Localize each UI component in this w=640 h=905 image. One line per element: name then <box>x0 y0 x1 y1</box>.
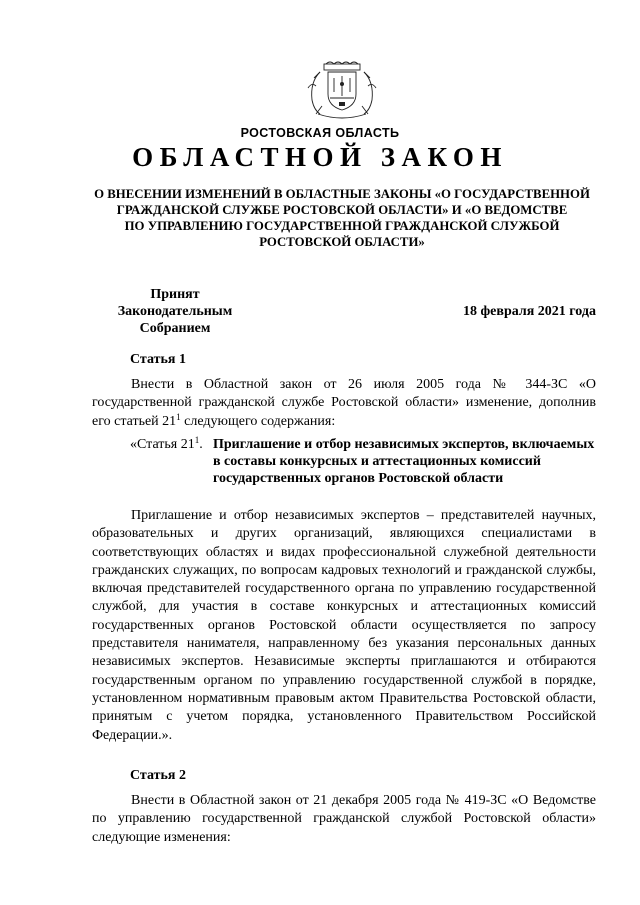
article-1-heading: Статья 1 <box>130 352 186 367</box>
document-title: ОБЛАСТНОЙ ЗАКОН <box>132 142 508 172</box>
article-21-1-title <box>130 436 600 487</box>
subject-line: ПО УПРАВЛЕНИЮ ГОСУДАРСТВЕННОЙ ГРАЖДАНСКОЙ СЛУЖБОЙ <box>124 219 560 233</box>
coat-of-arms-emblem <box>300 58 384 122</box>
quote-lead-text: «Статья 21 <box>130 437 195 452</box>
adoption-date: 18 февраля 2021 года <box>463 304 596 319</box>
quote-lead <box>130 436 203 453</box>
superscript: 1 <box>194 435 200 445</box>
subject-line: РОСТОВСКОЙ ОБЛАСТИ» <box>259 235 425 249</box>
article-1-intro-end: следующего содержания: <box>180 413 336 429</box>
article-21-1-body: Приглашение и отбор независимых экспертов – представителей научных, образовательных и других организаций, являющихся специалистами в соответствующих областях и видах профессиональной служебной деятельности гражданских служащих, по вопросам кадровых технологий и гражданской службы, включая представителей государственного органа по управлению государственной службой, для участия в составе конкурсных и аттестационных комиссий государственных органов Ростовской области осуществляется по запросу представителя нанимателя, направленному без указания персональных данных независимых экспертов. Независимые эксперты приглашаются и отбираются государственным органом по управлению государственной службой в порядке, установленном нормативным правовым актом Правительства Ростовской области, принятым с учетом порядка, установленного Правительством Российской Федерации.». <box>92 508 596 743</box>
law-subject <box>80 186 604 250</box>
subject-line: О ВНЕСЕНИИ ИЗМЕНЕНИЙ В ОБЛАСТНЫЕ ЗАКОНЫ «О ГОСУДАРСТВЕННОЙ <box>94 187 590 201</box>
adoption-body <box>90 286 260 337</box>
adopting-body: Законодательным Собранием <box>117 304 233 336</box>
article-2-intro: Внести в Областной закон от 21 декабря 2005 года № 419-ЗС «О Ведомстве по управлению государственной гражданской службой Ростовской области» следующие изменения: <box>92 793 596 845</box>
quote-dot: . <box>199 437 203 452</box>
article-1-intro-text: Внести в Областной закон от 26 июля 2005 года № 344-ЗС «О государственной гражданской службе Ростовской области» изменение, дополнив его статьей 21 <box>92 377 596 429</box>
region-name: РОСТОВСКАЯ ОБЛАСТЬ <box>240 126 400 140</box>
quote-title: Приглашение и отбор независимых экспертов, включаемых в составы конкурсных и аттестационных комиссий государственных органов Ростовской области <box>213 437 595 486</box>
article-2-heading: Статья 2 <box>130 768 186 783</box>
subject-line: ГРАЖДАНСКОЙ СЛУЖБЕ РОСТОВСКОЙ ОБЛАСТИ» И «О ВЕДОМСТВЕ <box>116 203 568 217</box>
article-1-intro <box>92 376 596 431</box>
superscript: 1 <box>176 411 181 422</box>
adopted-label: Принят <box>150 287 200 302</box>
